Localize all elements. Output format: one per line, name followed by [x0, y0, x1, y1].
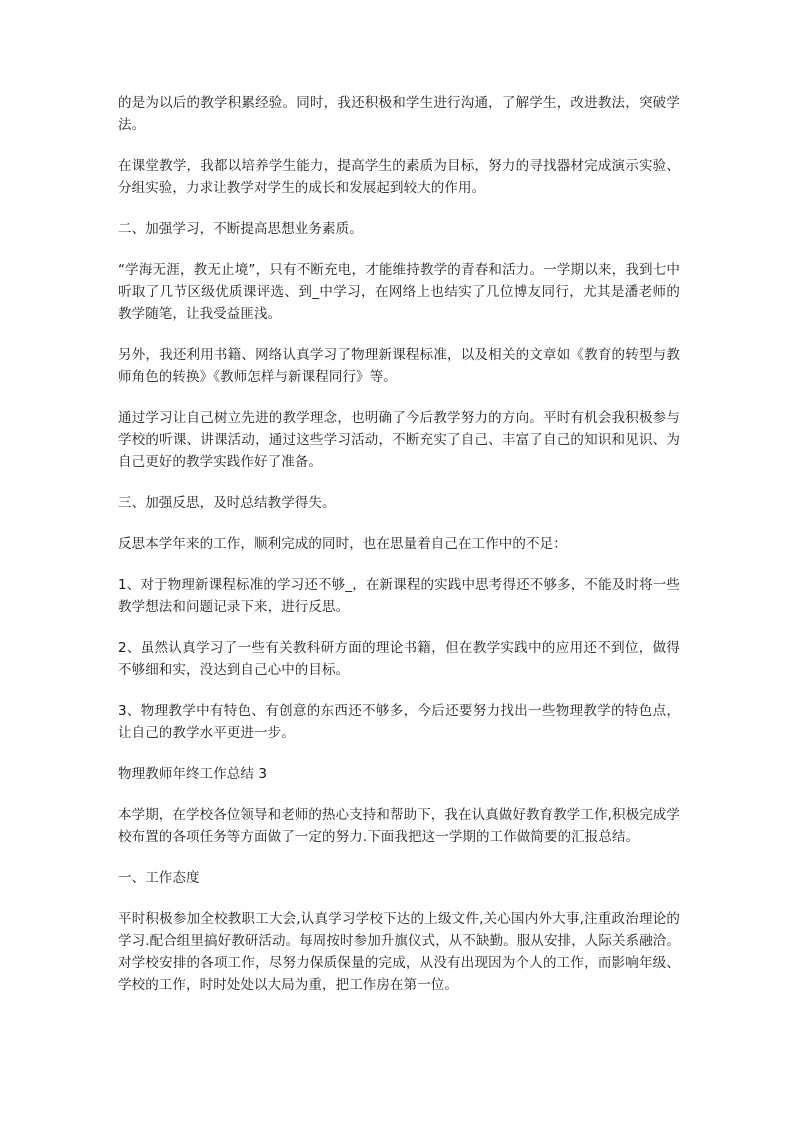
- list-item-shortcoming-3: 3、物理教学中有特色、有创意的东西还不够多，今后还要努力找出一些物理教学的特色点，让自己的教学水平更进一步。: [118, 703, 680, 741]
- section-heading-reflection: 三、加强反思，及时总结教学得失。: [118, 495, 336, 511]
- paragraph-curriculum-study: 另外，我还利用书籍、网络认真学习了物理新课程标准，以及相关的文章如《教育的转型与教师角色的转换》《教师怎样与新课程同行》等。: [118, 347, 680, 385]
- section-heading-work-attitude: 一、工作态度: [118, 870, 200, 886]
- list-item-shortcoming-2: 2、虽然认真学习了一些有关教科研方面的理论书籍，但在教学实践中的应用还不到位，做得不够细和实，没达到自己心中的目标。: [118, 640, 680, 678]
- section-heading-study: 二、加强学习，不断提高思想业务素质。: [118, 221, 363, 237]
- paragraph-work-attitude: 平时积极参加全校教职工大会,认真学习学校下达的上级文件,关心国内外大事,注重政治理论的学习.配合组里搞好教研活动。每周按时参加升旗仪式，从不缺勤。服从安排，人际关系融洽。对学校安排的各项工作，尽努力保质保量的完成，从没有出现因为个人的工作，而影响年级、学校的工作，时时处处以大局为重，把工作房在第一位。: [118, 911, 680, 993]
- paragraph-reflection-intro: 反思本学年来的工作，顺利完成的同时，也在思量着自己在工作中的不足：: [118, 536, 567, 552]
- list-item-shortcoming-1: 1、对于物理新课程标准的学习还不够_，在新课程的实践中思考得还不够多，不能及时将一些教学想法和问题记录下来，进行反思。: [118, 577, 680, 615]
- section-title-summary-3: 物理教师年终工作总结 3: [118, 766, 268, 782]
- paragraph-learning-quote: “学海无涯，教无止境”，只有不断充电，才能维持教学的青春和活力。一学期以来，我到七中听取了几节区级优质课评选、到_中学习，在网络上也结实了几位博友同行，尤其是潘老师的教学随笔，让我受益匪浅。: [118, 262, 680, 322]
- document-body: [118, 92, 680, 1015]
- paragraph-semester-intro: 本学期，在学校各位领导和老师的热心支持和帮助下，我在认真做好教育教学工作,积极完成学校布置的各项任务等方面做了一定的努力.下面我把这一学期的工作做简要的汇报总结。: [118, 807, 680, 845]
- paragraph-intro-continuation: 的是为以后的教学积累经验。同时，我还积极和学生进行沟通，了解学生，改进教法，突破学法。: [118, 95, 680, 133]
- paragraph-classroom-teaching: 在课堂教学，我都以培养学生能力，提高学生的素质为目标，努力的寻找器材完成演示实验、分组实验，力求让教学对学生的成长和发展起到较大的作用。: [118, 158, 680, 196]
- paragraph-teaching-philosophy: 通过学习让自己树立先进的教学理念，也明确了今后教学努力的方向。平时有机会我积极参与学校的听课、讲课活动，通过这些学习活动，不断充实了自己、丰富了自己的知识和见识、为自己更好的教学实践作好了准备。: [118, 410, 680, 470]
